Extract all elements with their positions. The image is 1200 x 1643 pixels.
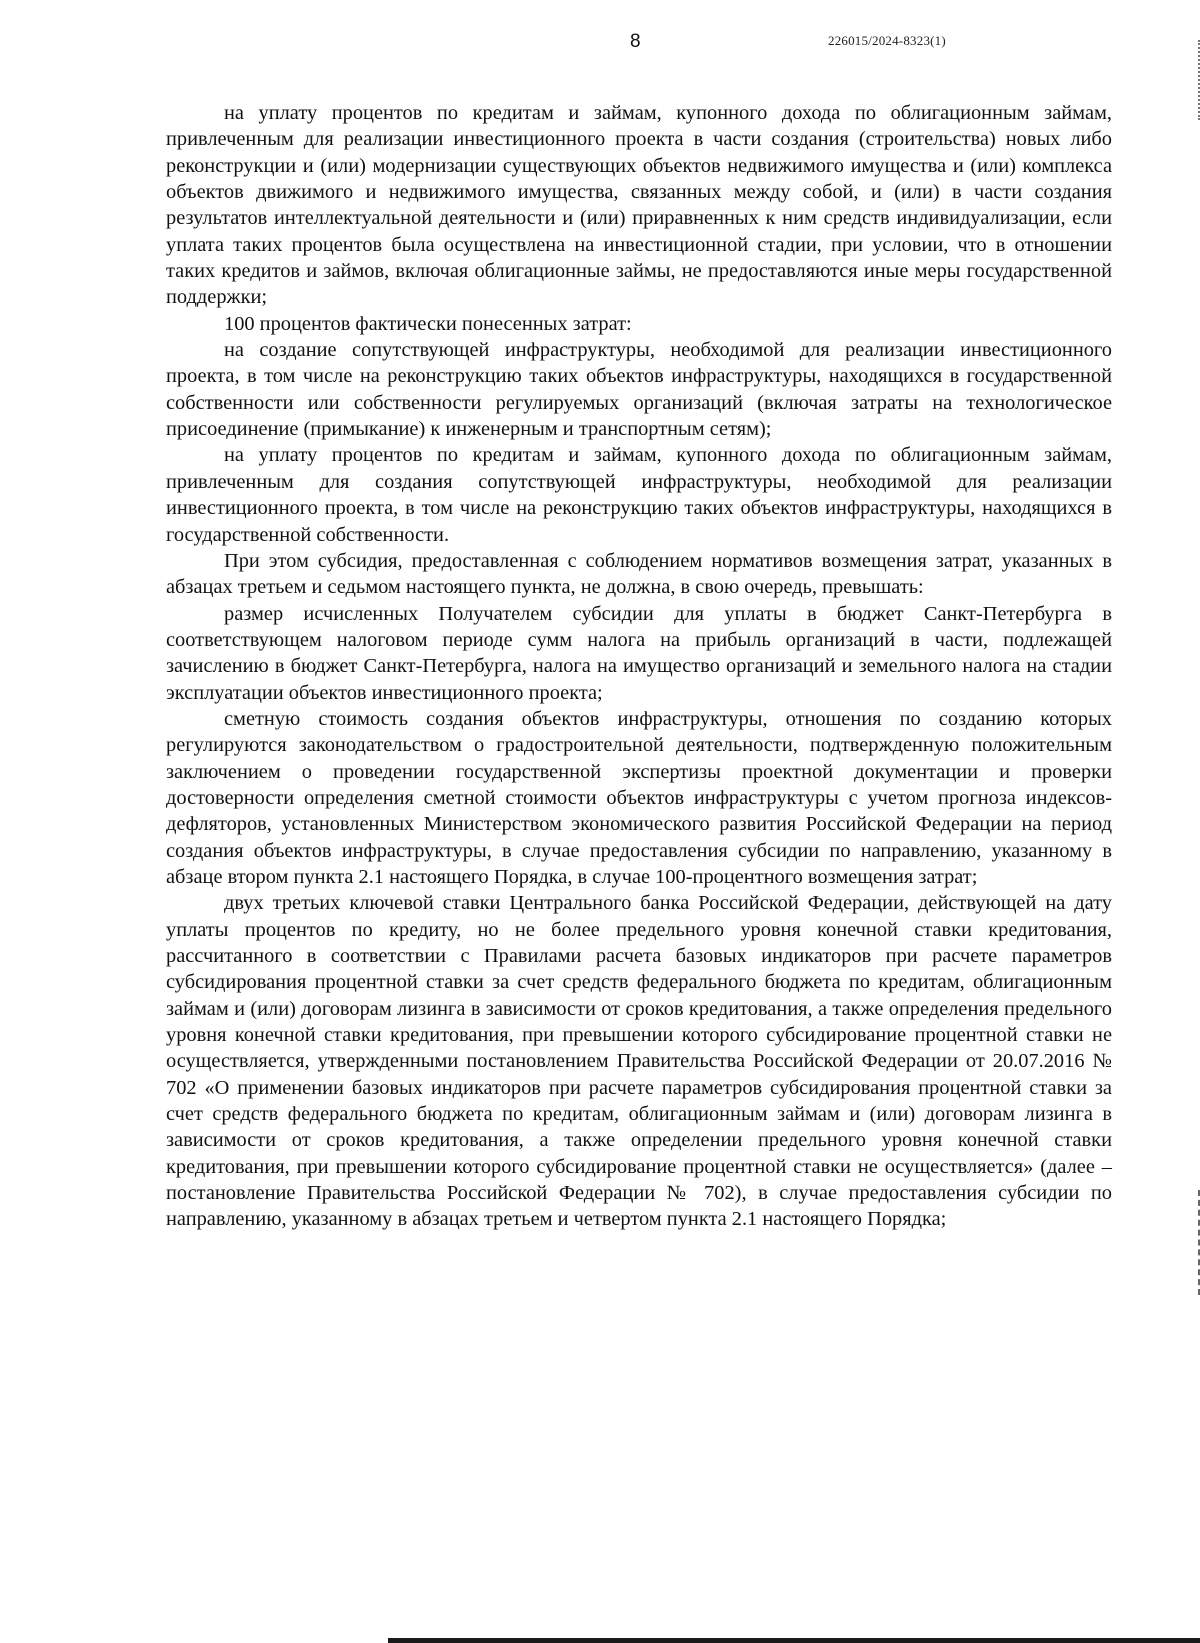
paragraph: на уплату процентов по кредитам и займам, купонного дохода по облигационным займам, привлеченным для создания сопутствующей инфраструктуры, необходимой для реализации инвестиционного проекта, в том числе на реконструкцию таких объектов инфраструктуры, находящихся в государственной собственности.	[166, 444, 1112, 546]
page-number: 8	[630, 31, 641, 52]
paragraph: 100 процентов фактически понесенных затрат:	[224, 312, 632, 335]
scan-edge-mark	[1195, 1190, 1200, 1295]
paragraph: на уплату процентов по кредитам и займам, купонного дохода по облигационным займам, привлеченным для реализации инвестиционного проекта в части создания (строительства) новых либо реконструкции и (или) модернизации существующих объектов недвижимого имущества и (или) комплекса объектов движимого и недвижимого имущества, связанных между собой, и (или) в части создания результатов интеллектуальной деятельности и (или) приравненных к ним средств индивидуализации, если уплата таких процентов была осуществлена на инвестиционной стадии, при условии, что в отношении таких кредитов и займов, включая облигационные займы, не предоставляются иные меры государственной поддержки;	[166, 102, 1112, 309]
document-body	[166, 100, 1112, 1233]
document-registration-number: 226015/2024-8323(1)	[828, 33, 946, 48]
scan-edge-mark	[1195, 40, 1200, 120]
paragraph: двух третьих ключевой ставки Центрального банка Российской Федерации, действующей на дату уплаты процентов по кредиту, но не более предельного уровня конечной ставки кредитования, рассчитанного в соответствии с Правилами расчета базовых индикаторов при расчете параметров субсидирования процентной ставки за счет средств федерального бюджета по кредитам, облигационным займам и (или) договорам лизинга в зависимости от сроков кредитования, а также определения предельного уровня конечной ставки кредитования, при превышении которого субсидирование процентной ставки не осуществляется, утвержденными постановлением Правительства Российской Федерации от 20.07.2016 № 702 «О применении базовых индикаторов при расчете параметров субсидирования процентной ставки за счет средств федерального бюджета по кредитам, облигационным займам и (или) договорам лизинга в зависимости от сроков кредитования, а также определении предельного уровня конечной ставки кредитования, при превышении которого субсидирование процентной ставки не осуществляется» (далее – постановление Правительства Российской Федерации № 702), в случае предоставления субсидии по направлению, указанному в абзацах третьем и четвертом пункта 2.1 настоящего Порядка;	[166, 892, 1112, 1231]
paragraph: размер исчисленных Получателем субсидии для уплаты в бюджет Санкт-Петербурга в соответствующем налоговом периоде сумм налога на прибыль организаций в части, подлежащей зачислению в бюджет Санкт-Петербурга, налога на имущество организаций и земельного налога на стадии эксплуатации объектов инвестиционного проекта;	[166, 602, 1112, 704]
paragraph: на создание сопутствующей инфраструктуры, необходимой для реализации инвестиционного проекта, в том числе на реконструкцию таких объектов инфраструктуры, находящихся в государственной собственности или собственности регулируемых организаций (включая затраты на технологическое присоединение (примыкание) к инженерным и транспортным сетям);	[166, 339, 1112, 441]
paragraph: При этом субсидия, предоставленная с соблюдением нормативов возмещения затрат, указанных в абзацах третьем и седьмом настоящего пункта, не должна, в свою очередь, превышать:	[166, 549, 1112, 599]
paragraph: сметную стоимость создания объектов инфраструктуры, отношения по созданию которых регулируются законодательством о градостроительной деятельности, подтвержденную положительным заключением о проведении государственной экспертизы проектной документации и проверки достоверности определения сметной стоимости объектов инфраструктуры с учетом прогноза индексов-дефляторов, установленных Министерством экономического развития Российской Федерации на период создания объектов инфраструктуры, в случае предоставления субсидии по направлению, указанному в абзаце втором пункта 2.1 настоящего Порядка, в случае 100-процентного возмещения затрат;	[166, 707, 1112, 888]
scan-bottom-edge	[388, 1638, 1200, 1643]
